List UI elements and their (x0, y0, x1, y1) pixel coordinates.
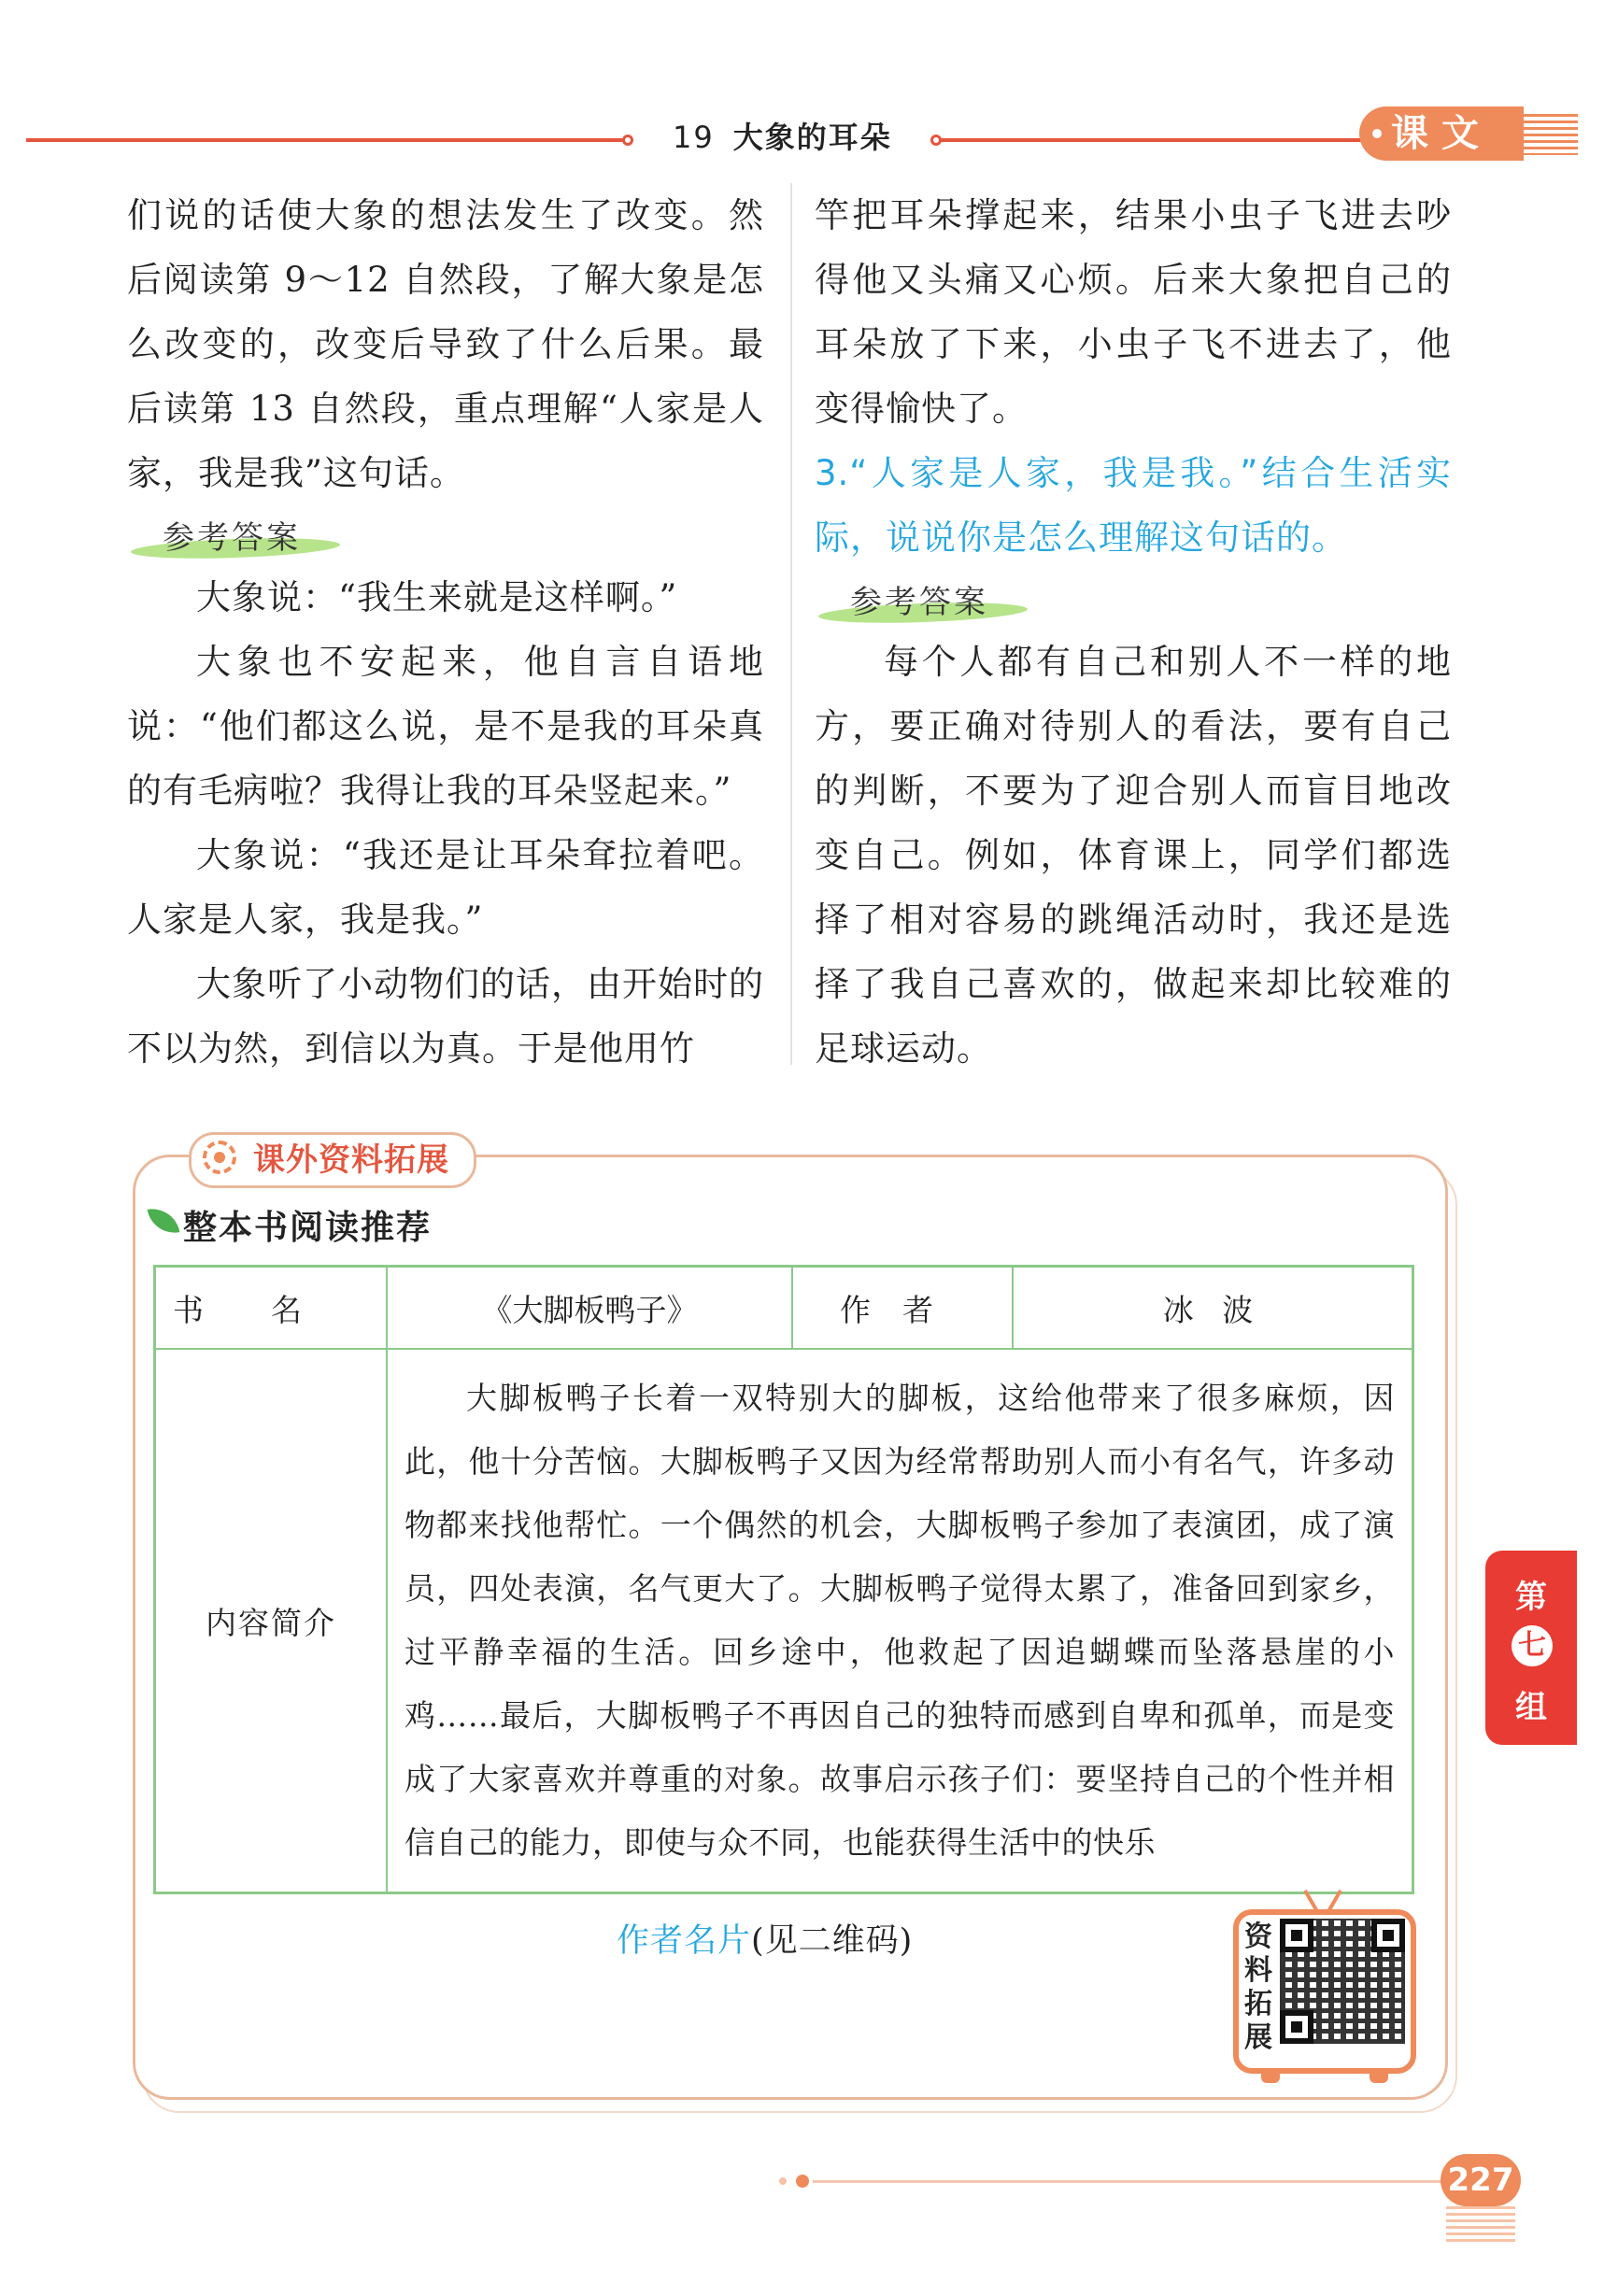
page-title (673, 114, 892, 157)
qr-finder-icon (1280, 2010, 1313, 2044)
header-dot-left (622, 135, 633, 146)
answer-paragraph: 大象说：“我还是让耳朵耷拉着吧。人家是人家，我是我。” (127, 835, 764, 940)
author-card-note: (见二维码) (751, 1922, 914, 1960)
tag-stripes-decoration (1524, 114, 1578, 155)
qr-label: 资 料 拓 展 (1244, 1920, 1272, 2054)
answer-continuation: 竿把耳朵撑起来，结果小虫子飞进去吵得他又头痛又心烦。后来大象把自己的耳朵放了下来，小虫子飞不进去了，他变得愉快了。 (815, 195, 1452, 429)
lesson-title: 大象的耳朵 (732, 120, 892, 155)
author-value: 冰 波 (1013, 1267, 1413, 1350)
reading-guide-paragraph: 们说的话使大象的想法发生了改变。然后阅读第 9～12 自然段，了解大象是怎么改变的，改变后导致了什么后果。最后读第 13 自然段，重点理解“人家是人家，我是我”这句话。 (127, 195, 764, 493)
footer-dot (779, 2177, 787, 2185)
answer-paragraph: 大象说：“我生来就是这样啊。” (196, 577, 678, 617)
section-tag (1359, 106, 1524, 161)
answer-paragraph: 大象也不安起来，他自言自语地说：“他们都这么说，是不是我的耳朵真的有毛病啦？我得让我的耳朵竖起来。” (127, 642, 764, 811)
right-column (815, 183, 1452, 1081)
header-rule-left (26, 138, 632, 142)
header-rule-right (940, 138, 1368, 142)
side-tab-line2: 七 (1512, 1625, 1553, 1666)
gear-ring-icon (203, 1141, 236, 1174)
answer-paragraph: 每个人都有自己和别人不一样的地方，要正确对待别人的看法，要有自己的判断，不要为了迎合别人而盲目地改变自己。例如，体育课上，同学们都选择了相对容易的跳绳活动时，我还是选择了我自己喜欢的，做起来却比较难的足球运动。 (815, 642, 1452, 1069)
unit-side-tab (1485, 1551, 1577, 1745)
table-row (155, 1349, 1413, 1893)
book-name-value: 《大脚板鸭子》 (387, 1267, 792, 1350)
answer-label: 参考答案 (136, 511, 327, 565)
author-label: 作者 (792, 1267, 1013, 1350)
side-tab-line3: 组 (1515, 1689, 1547, 1726)
summary-text: 大脚板鸭子长着一双特别大的脚板，这给他带来了很多麻烦，因此，他十分苦恼。大脚板鸭子又因为经常帮助别人而小有名气，许多动物都来找他帮忙。一个偶然的机会，大脚板鸭子参加了表演团，成了演员，四处表演，名气更大了。大脚板鸭子觉得太累了，准备回到家乡，过平静幸福的生活。回乡途中，他救起了因追蝴蝶而坠落悬崖的小鸡……最后，大脚板鸭子不再因自己的独特而感到自卑和孤单，而是变成了大家喜欢并尊重的对象。故事启示孩子们：要坚持自己的个性并相信自己的能力，即使与众不同，也能获得生活中的快乐 (405, 1380, 1395, 1861)
extension-tab (189, 1132, 476, 1188)
question-3: 3.“人家是人家，我是我。”结合生活实际，说说你是怎么理解这句话的。 (815, 453, 1452, 558)
tv-foot (1261, 2070, 1280, 2083)
answer-paragraph: 大象听了小动物们的话，由开始时的不以为然，到信以为真。于是他用竹 (127, 964, 764, 1069)
book-recommendation-table (153, 1265, 1414, 1894)
table-row (155, 1267, 1413, 1350)
footer-dot (796, 2175, 809, 2188)
page-number-stripes (1446, 2206, 1515, 2242)
page-number: 227 (1441, 2154, 1521, 2206)
left-column (127, 183, 764, 1081)
column-divider (790, 183, 792, 1065)
extension-tab-label: 课外资料拓展 (253, 1141, 449, 1179)
section-title: 整本书阅读推荐 (183, 1209, 433, 1247)
qr-finder-icon (1371, 1919, 1405, 1952)
section-tag-label: 课文 (1391, 112, 1492, 155)
footer-rule (813, 2180, 1448, 2183)
book-name-label: 书名 (155, 1267, 388, 1350)
summary-label: 内容简介 (155, 1349, 388, 1893)
side-tab-line1: 第 (1515, 1579, 1547, 1616)
lesson-number: 19 (673, 120, 715, 155)
author-card-highlight: 作者名片 (617, 1922, 752, 1960)
author-card-line (617, 1915, 913, 1962)
tv-foot (1370, 2070, 1388, 2083)
summary-cell (387, 1349, 1413, 1893)
tag-dot-icon (1372, 129, 1382, 138)
qr-finder-icon (1280, 1919, 1313, 1952)
answer-label: 参考答案 (824, 575, 1015, 630)
